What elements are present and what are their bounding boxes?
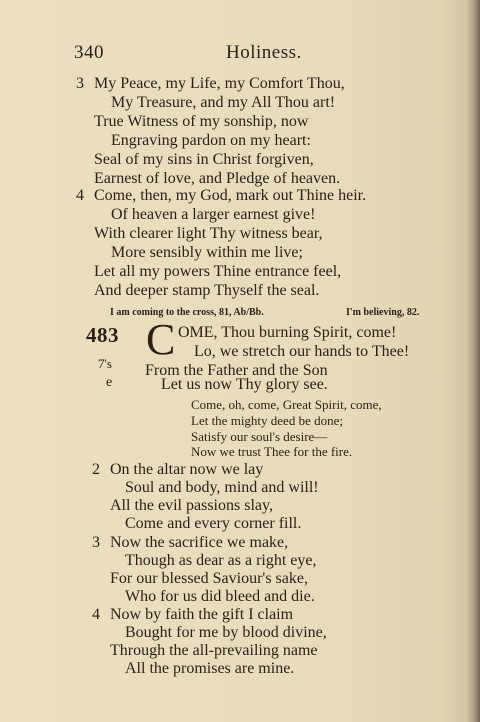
hymn-key: e [106,375,113,390]
verse-line: On the altar now we lay [110,461,264,478]
page-edge-shadow [466,0,480,722]
verse-line: For our blessed Saviour's sake, [110,570,308,587]
page-number: 340 [74,42,104,63]
verse-line: With clearer light Thy witness bear, [94,225,323,242]
verse-line: Seal of my sins in Christ forgiven, [94,151,314,168]
verse-line: Engraving pardon on my heart: [111,132,311,149]
verse-line: Let us now Thy glory see. [161,376,328,393]
section-title: Holiness. [226,42,302,63]
verse-line: True Witness of my sonship, now [94,113,309,130]
verse-line: Come and every corner fill. [125,515,302,532]
verse-line: Soul and body, mind and will! [125,479,319,496]
verse-line: My Peace, my Life, my Comfort Thou, [94,75,345,92]
verse-line: Who for us did bleed and die. [125,588,315,605]
drop-cap: C [146,315,176,364]
chorus-line: Let the mighty deed be done; [191,413,343,428]
verse-line: My Treasure, and my All Thou art! [111,94,336,111]
hymn-number: 483 [86,323,119,347]
verse-number: 4 [92,606,100,623]
verse-line: All the promises are mine. [125,660,295,677]
verse-line: All the evil passions slay, [110,497,273,514]
chorus-line: Come, oh, come, Great Spirit, come, [191,397,382,412]
tune-reference: I am coming to the cross, 81, Ab/Bb. [110,307,264,318]
verse-line: Come, then, my God, mark out Thine heir. [94,187,367,204]
verse-number: 4 [76,187,84,204]
verse-line: Of heaven a larger earnest give! [111,206,316,223]
hymn-meter: 7's [98,356,112,371]
verse-line: OME, Thou burning Spirit, come! [178,324,397,341]
verse-line: Lo, we stretch our hands to Thee! [194,343,410,360]
verse-line: Let all my powers Thine entrance feel, [94,263,342,280]
verse-line: Now the sacrifice we make, [110,534,289,551]
verse-line: Through the all-prevailing name [110,642,318,659]
verse-line: Now by faith the gift I claim [110,606,294,623]
chorus-line: Satisfy our soul's desire— [191,429,328,444]
verse-line: Bought for me by blood divine, [125,624,327,641]
verse-line: More sensibly within me live; [111,244,303,261]
verse-number: 2 [92,461,100,478]
chorus-line: Now we trust Thee for the fire. [191,444,353,459]
verse-number: 3 [76,75,84,92]
verse-line: And deeper stamp Thyself the seal. [94,282,320,299]
verse-line: Though as dear as a right eye, [125,552,317,569]
verse-line: Earnest of love, and Pledge of heaven. [94,170,341,187]
verse-number: 3 [92,534,100,551]
verse-line: From the Father and the Son [145,362,328,379]
tune-reference: I'm believing, 82. [346,307,420,318]
